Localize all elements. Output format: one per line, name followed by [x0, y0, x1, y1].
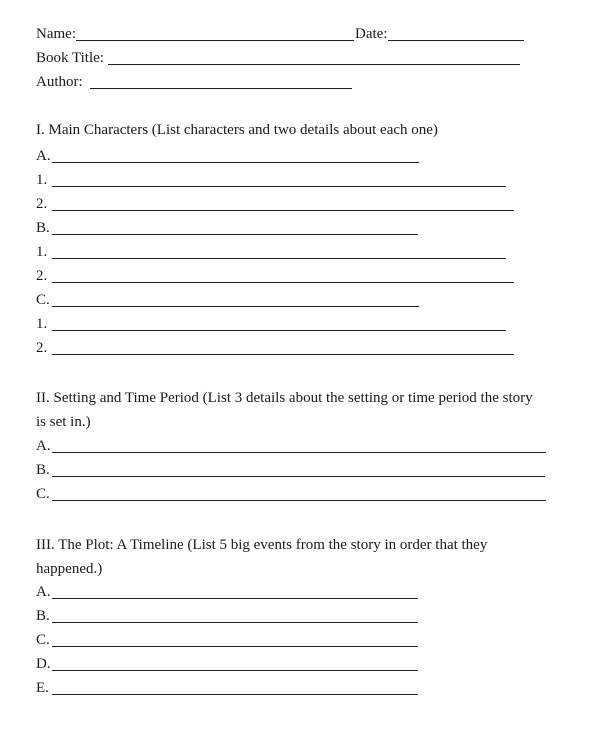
answer-blank[interactable] [52, 162, 419, 163]
section-3-heading-line-2: happened.) [36, 561, 103, 577]
row-label: A. [36, 584, 51, 600]
answer-blank[interactable] [52, 694, 418, 695]
date-blank[interactable] [388, 40, 524, 41]
row-label: C. [36, 632, 50, 648]
row-label: 1. [36, 244, 48, 260]
row-label: A. [36, 438, 51, 454]
row-label: 1. [36, 172, 48, 188]
answer-blank[interactable] [52, 234, 418, 235]
row-label: C. [36, 486, 50, 502]
row-label: B. [36, 462, 50, 478]
answer-blank[interactable] [52, 186, 506, 187]
row-label: 2. [36, 340, 48, 356]
section-1-heading: I. Main Characters (List characters and two details about each one) [36, 122, 438, 138]
answer-blank[interactable] [52, 598, 418, 599]
section-3-heading-line-1: III. The Plot: A Timeline (List 5 big events from the story in order that they [36, 537, 488, 553]
book-title-blank[interactable] [108, 64, 520, 65]
answer-blank[interactable] [52, 258, 506, 259]
row-label: 2. [36, 196, 48, 212]
row-label: 2. [36, 268, 48, 284]
row-label: B. [36, 608, 50, 624]
answer-blank[interactable] [52, 210, 514, 211]
author-blank[interactable] [90, 88, 352, 89]
book-title-label: Book Title: [36, 50, 104, 66]
answer-blank[interactable] [52, 330, 506, 331]
author-label: Author: [36, 74, 83, 90]
answer-blank[interactable] [52, 282, 514, 283]
row-label: E. [36, 680, 49, 696]
name-blank[interactable] [76, 40, 354, 41]
row-label: C. [36, 292, 50, 308]
row-label: B. [36, 220, 50, 236]
row-label: A. [36, 148, 51, 164]
section-2-heading-line-1: II. Setting and Time Period (List 3 details about the setting or time period the story [36, 390, 533, 406]
row-label: 1. [36, 316, 48, 332]
date-label: Date: [355, 26, 388, 42]
section-2-heading-line-2: is set in.) [36, 414, 91, 430]
answer-blank[interactable] [52, 354, 514, 355]
answer-blank[interactable] [52, 306, 419, 307]
answer-blank[interactable] [52, 476, 545, 477]
answer-blank[interactable] [52, 452, 546, 453]
answer-blank[interactable] [52, 622, 418, 623]
row-label: D. [36, 656, 51, 672]
name-label: Name: [36, 26, 76, 42]
answer-blank[interactable] [52, 670, 418, 671]
answer-blank[interactable] [52, 500, 546, 501]
answer-blank[interactable] [52, 646, 418, 647]
